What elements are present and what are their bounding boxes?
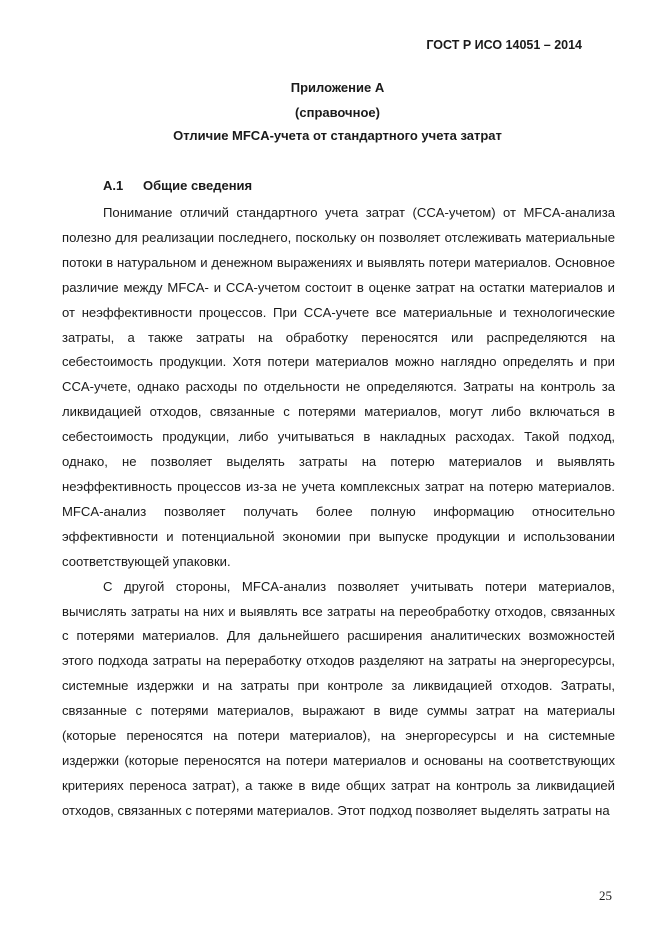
section-title: Общие сведения xyxy=(143,178,253,193)
document-code: ГОСТ Р ИСО 14051 – 2014 xyxy=(426,38,582,52)
annex-status: (справочное) xyxy=(295,105,380,120)
section-heading xyxy=(103,178,252,193)
body-text xyxy=(62,201,615,824)
annex-subtitle: Отличие MFCA-учета от стандартного учета затрат xyxy=(173,128,502,143)
page-number: 25 xyxy=(599,888,612,903)
section-number: А.1 xyxy=(103,178,124,193)
annex-title: Приложение А xyxy=(290,80,385,95)
paragraph-1: Понимание отличий стандартного учета затрат (CCA-учетом) от MFCA-анализа полезно для реализации последнего, поскольку он позволяет отслеживать материальные потоки в натуральном и денежном выражениях и выявлять потери материалов. Основное различие между MFCA- и CCA-учетом состоит в оценке затрат на остатки материалов и от неэффективности процессов. При CCA-учете все материальные и технологические затраты, а также затраты на обработку переносятся или распределяются на себестоимость продукции. Хотя потери материалов можно наглядно определять и при CCA-учете, однако расходы по отдельности не определяются. Затраты на контроль за ликвидацией отходов, связанные с потерями материалов, могут либо включаться в себестоимость продукции, либо учитываться в накладных расходах. Такой подход, однако, не позволяет выделять затраты на потерю материалов и выявлять неэффективность процессов из-за не учета комплексных затрат на потерю материалов. MFCA-анализ позволяет получать более полную информацию относительно эффективности и потенциальной экономии при выпуске продукции и использовании соответствующей упаковки. xyxy=(62,205,615,569)
paragraph-2: С другой стороны, MFCA-анализ позволяет учитывать потери материалов, вычислять затраты на них и выявлять все затраты на переобработку отходов, связанных с потерями материалов. Для дальнейшего расширения аналитических возможностей этого подхода затраты на переработку отходов разделяют на затраты на энергоресурсы, системные издержки и на затраты при контроле за ликвидацией отходов. Затраты, связанные с потерями материалов, выражают в виде суммы затрат на материалы (которые переносятся на потери материалов), на энергоресурсы и на системные издержки (которые переносятся на потери материалов и основаны на соответствующих критериях переноса затрат), а также в виде общих затрат на контроль за ликвидацией отходов, связанных с потерями материалов. Этот подход позволяет выделять затраты на xyxy=(62,578,615,818)
